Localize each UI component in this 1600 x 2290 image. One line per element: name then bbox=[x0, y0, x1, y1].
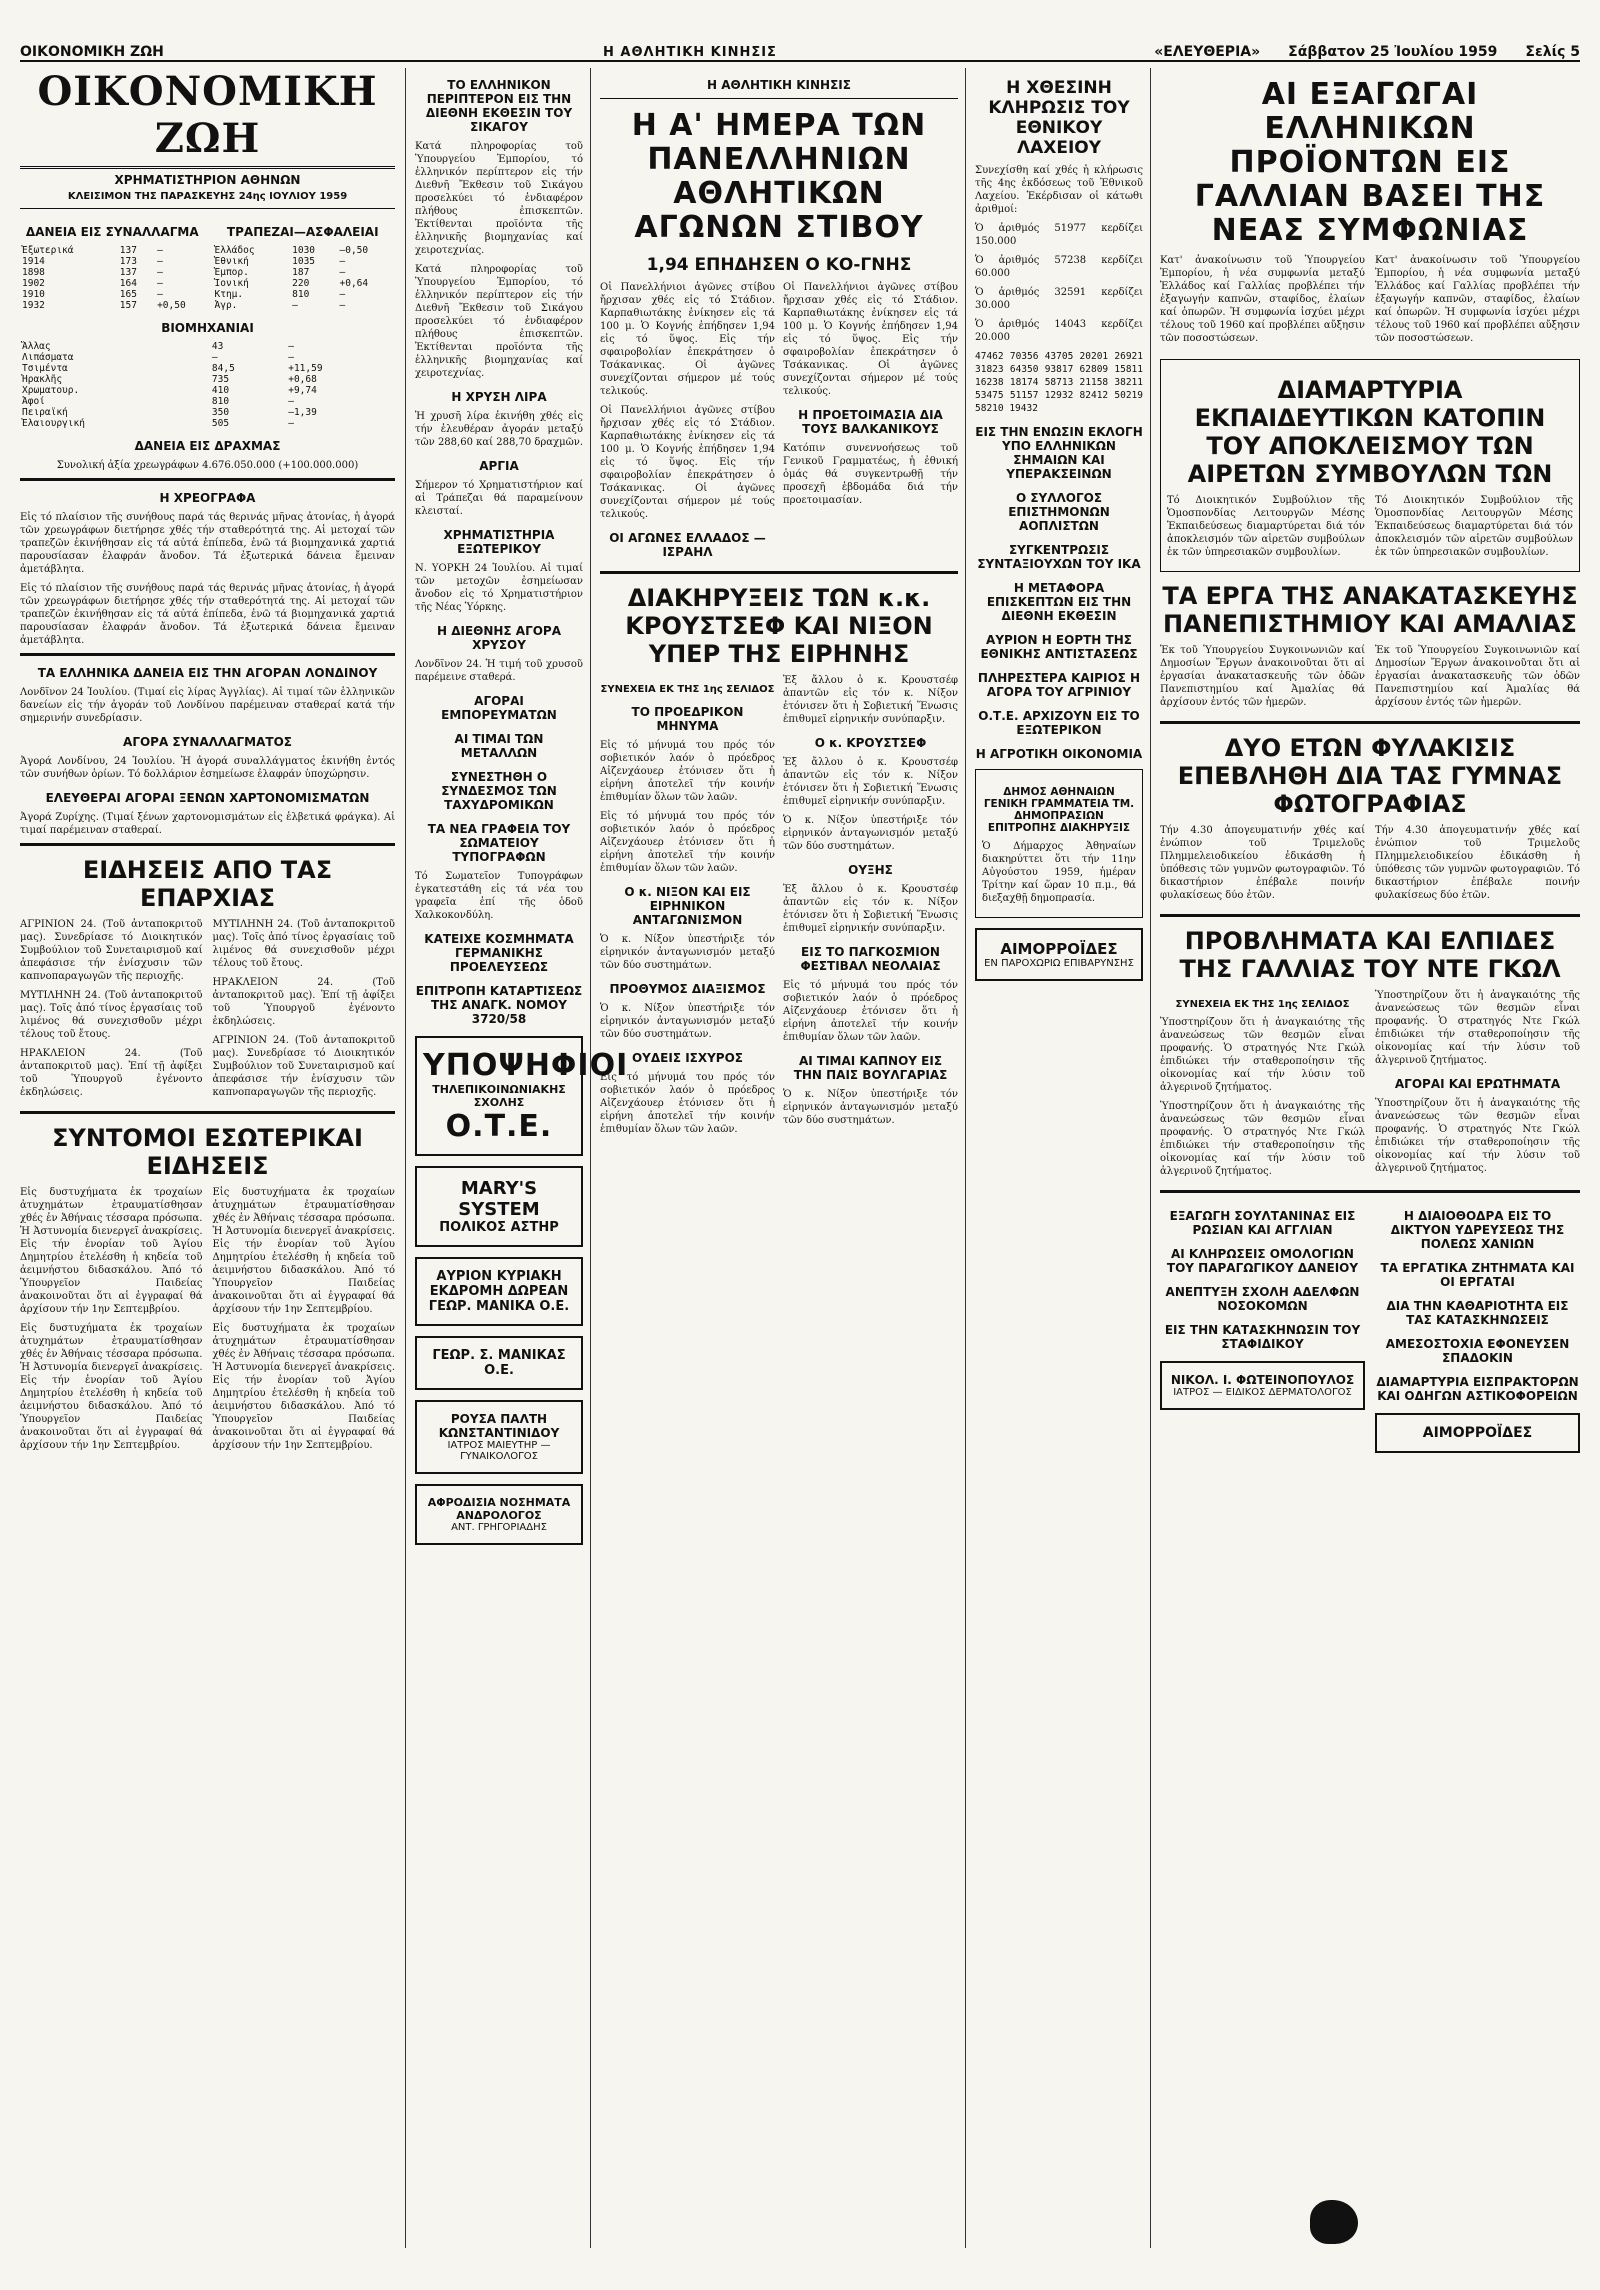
marys-ad-title: MARY'S SYSTEM bbox=[458, 1178, 540, 1220]
printers-heading: ΤΑ ΝΕΑ ΓΡΑΦΕΙΑ ΤΟΥ ΣΩΜΑΤΕΙΟΥ ΤΥΠΟΓΡΑΦΩΝ bbox=[427, 822, 571, 864]
labor-heading: ΤΑ ΕΡΓΑΤΙΚΑ ΖΗΤΗΜΑΤΑ ΚΑΙ ΟΙ ΕΡΓΑΤΑΙ bbox=[1380, 1261, 1575, 1289]
hemorrhoids-ad-title: ΑΙΜΟΡΡΟΪΔΕΣ bbox=[1000, 940, 1118, 958]
rates-table bbox=[20, 245, 395, 311]
column-rule bbox=[1150, 68, 1151, 2248]
nobody-strong-heading: ΟΥΔΕΙΣ ΙΣΧΥΡΟΣ bbox=[631, 1051, 743, 1065]
table-row bbox=[20, 352, 395, 363]
table-cell: Ἄλλας bbox=[22, 341, 51, 352]
table-cell: —1,39 bbox=[288, 407, 317, 418]
gaulle-text-3: Ὑποστηρίζουν ὅτι ἡ ἀναγκαιότης τῆς ἀνανεώσεως τῶν θεσμῶν εἶναι προφανής. Ὁ στρατηγός Ντε Γκώλ ἐπιδιώκει τήν σταθεροποίησιν τῆς οἰκονομίας καί τήν λύσιν τοῦ ἀλγερινοῦ ζητήματος. bbox=[1375, 990, 1580, 1066]
khrushchev-text: Ἐξ ἄλλου ὁ κ. Κρουστσέφ ἀπαντῶν εἰς τόν κ. Νίξον ἐτόνισεν ὅτι ἡ Σοβιετική Ἕνωσις ἐπιθυμεῖ εἰρηνικήν συνύπαρξιν. bbox=[783, 757, 958, 807]
banks-heading: ΤΡΑΠΕΖΑΙ—ΑΣΦΑΛΕΙΑΙ bbox=[226, 225, 379, 239]
ote-ad bbox=[415, 1036, 629, 1156]
works-text-2: Ἐκ τοῦ Ὑπουργείου Συγκοινωνιῶν καί Δημοσίων Ἔργων ἀνακοινοῦται ὅτι αἱ ἐργασίαι ἀνακατασκευῆς τῶν ὁδῶν Πανεπιστημίου καί Ἀμαλίας θά ἀρχίσουν ἐντός τῶν ἡμερῶν. bbox=[1375, 645, 1580, 708]
works-text: Ἐκ τοῦ Ὑπουργείου Συγκοινωνιῶν καί Δημοσίων Ἔργων ἀνακοινοῦται ὅτι αἱ ἐργασίαι ἀνακατασκευῆς τῶν ὁδῶν Πανεπιστημίου καί Ἀμαλίας θά ἀρχίσουν ἐντός τῶν ἡμερῶν. bbox=[1160, 645, 1365, 708]
lottery-prize: κερδίζει 30.000 bbox=[975, 287, 1143, 311]
table-cell: 137 bbox=[119, 267, 137, 278]
table-cell: Ἐξωτερικά bbox=[22, 245, 74, 256]
lottery-prize: κερδίζει 20.000 bbox=[975, 319, 1143, 343]
table-cell: 810 bbox=[292, 289, 310, 300]
algeria-text: Ὑποστηρίζουν ὅτι ἡ ἀναγκαιότης τῆς ἀνανεώσεως τῶν θεσμῶν εἶναι προφανής. Ὁ στρατηγός Ντε Γκώλ ἐπιδιώκει τήν σταθεροποίησιν τῆς οἰκονομίας καί τήν λύσιν τοῦ ἀλγερινοῦ ζητήματος. bbox=[1375, 1098, 1580, 1174]
table-row bbox=[20, 407, 395, 418]
gaulle-headline: ΠΡΟΒΛΗΜΑΤΑ ΚΑΙ ΕΛΠΙΔΕΣ ΤΗΣ ΓΑΛΛΙΑΣ ΤΟΥ ΝΤΕ ΓΚΩΛ bbox=[1179, 927, 1561, 983]
table-cell: 1910 bbox=[22, 289, 45, 300]
khrushchev-intro: Ἐξ ἄλλου ὁ κ. Κρουστσέφ ἀπαντῶν εἰς τόν κ. Νίξον ἐτόνισεν ὅτι ἡ Σοβιετική Ἕνωσις ἐπιθυμεῖ εἰρηνικήν συνύπαρξιν. bbox=[783, 675, 958, 725]
column-rule bbox=[590, 68, 591, 2248]
lottery-number: Ὁ ἀριθμός 14043 bbox=[975, 319, 1087, 330]
peace-headline: ΔΙΑΚΗΡΥΞΕΙΣ ΤΩΝ κ.κ. ΚΡΟΥΣΤΣΕΦ ΚΑΙ ΝΙΞΟΝ ΥΠΕΡ ΤΗΣ ΕΙΡΗΝΗΣ bbox=[625, 584, 933, 668]
table-cell: 173 bbox=[119, 256, 137, 267]
newspaper-page bbox=[20, 20, 1580, 2250]
table-cell: 1030 bbox=[292, 245, 316, 256]
manikas-ad-title: ΓΕΩΡ. Σ. ΜΑΝΙΚΑΣ Ο.Ε. bbox=[432, 1348, 566, 1378]
table-row bbox=[20, 289, 395, 300]
securities-text: Εἰς τό πλαίσιον τῆς συνήθους παρά τάς θερινάς μῆνας ἀτονίας, ἡ ἀγορά τῶν χρεωγράφων διετήρησε χθές τήν σταθερότητά της. Αἱ μετοχαί τῶν τραπεζῶν ἐκινήθησαν εἰς τά αὐτά ἐπίπεδα, ἐνῶ τά βιομηχανικά χαρτιά παρουσίασαν ἐλαφράν ἄνοδον. Τά ἐξωτερικά δάνεια ἔμειναν ἀμετάβλητα. bbox=[20, 512, 395, 575]
protest-text-2: Τό Διοικητικόν Συμβούλιον τῆς Ὁμοσπονδίας Λειτουργῶν Μέσης Ἐκπαιδεύσεως διαμαρτύρεται διά τόν ἀποκλεισμόν τῶν αἱρετῶν συμβούλων ἐκ τῶν ὑπηρεσιακῶν συμβουλίων. bbox=[1375, 495, 1573, 558]
masthead-right bbox=[980, 44, 1580, 60]
table-cell: 84,5 bbox=[211, 363, 235, 374]
exhibition-heading: ΕΙΣ ΤΗΝ ΕΝΩΣΙΝ ΕΚΛΟΓΗ ΥΠΟ ΕΛΛΗΝΙΚΩΝ ΣΗΜΑΙΩΝ ΚΑΙ ΥΠΕΡΑΚΣΕΙΝΩΝ bbox=[975, 425, 1143, 481]
andrologist-ad-sub: ΑΝΤ. ΓΡΗΓΟΡΙΑΔΗΣ bbox=[451, 1522, 547, 1533]
municipality-text: Ὁ Δήμαρχος Ἀθηναίων διακηρύττει ὅτι τήν 11ην Αὐγούστου 1959, ἡμέραν Τρίτην καί ὥραν 10 π.μ., θά διεξαχθῇ δημοπρασία. bbox=[982, 841, 1136, 904]
lottery-list bbox=[975, 222, 1143, 344]
table-cell: Ἐθνική bbox=[214, 256, 249, 267]
table-cell: Ἑλλάδος bbox=[214, 245, 255, 256]
table-cell: 157 bbox=[119, 300, 137, 311]
foreign-exchanges-text: Ν. ΥΟΡΚΗ 24 Ἰουλίου. Αἱ τιμαί τῶν μετοχῶν ἐσημείωσαν ἄνοδον εἰς τό Χρηματιστήριον τῆς Νέας Ὑόρκης. bbox=[415, 563, 583, 613]
table-cell: 1898 bbox=[22, 267, 45, 278]
table-cell: 137 bbox=[119, 245, 137, 256]
lottery-row bbox=[975, 254, 1143, 280]
table-row bbox=[20, 300, 395, 311]
disarm-text: Ὁ κ. Νίξον ὑπεστήριξε τόν εἰρηνικόν ἀνταγωνισμόν μεταξύ τῶν δύο συστημάτων. bbox=[600, 1003, 775, 1040]
table-cell: 1902 bbox=[22, 278, 45, 289]
dermatologist-ad-sub: ΙΑΤΡΟΣ — ΕΙΔΙΚΟΣ ΔΕΡΜΑΤΟΛΟΓΟΣ bbox=[1173, 1387, 1352, 1398]
sports-headline: Η Α' ΗΜΕΡΑ ΤΩΝ ΠΑΝΕΛΛΗΝΙΩΝ ΑΘΛΗΤΙΚΩΝ ΑΓΩΝΩΝ ΣΤΙΒΟΥ bbox=[631, 108, 927, 245]
bonds-heading: ΑΙ ΚΛΗΡΩΣΕΙΣ ΟΜΟΛΟΓΙΩΝ ΤΟΥ ΠΑΡΑΓΩΓΙΚΟΥ ΔΑΝΕΙΟΥ bbox=[1166, 1247, 1359, 1275]
provinces-heading: ΕΙΔΗΣΕΙΣ ΑΠΟ ΤΑΣ ΕΠΑΡΧΙΑΣ bbox=[82, 856, 333, 912]
issue-date: Σάββατον 25 Ἰουλίου 1959 bbox=[1288, 44, 1498, 60]
table-cell: Ἐλαιουργική bbox=[22, 418, 85, 429]
khrushchev-heading: Ο κ. ΚΡΟΥΣΤΣΕΦ bbox=[814, 736, 927, 750]
doctor-ad-sub: ΙΑΤΡΟΣ ΜΑΙΕΥΤΗΡ — ΓΥΝΑΙΚΟΛΟΓΟΣ bbox=[447, 1440, 551, 1462]
column-economy bbox=[20, 68, 395, 2248]
table-cell: 505 bbox=[211, 418, 230, 429]
table-cell: 735 bbox=[211, 374, 230, 385]
table-cell: — bbox=[157, 256, 163, 267]
doctor-ad bbox=[415, 1400, 583, 1474]
lottery-number: Ὁ ἀριθμός 32591 bbox=[975, 287, 1087, 298]
short-news-text: Εἰς δυστυχήματα ἐκ τροχαίων ἀτυχημάτων ἐτραυματίσθησαν χθές ἐν Ἀθήναις τέσσαρα πρόσωπα. Ἡ Ἀστυνομία διενεργεῖ ἀνακρίσεις. Εἰς τήν ἐνορίαν τοῦ Ἁγίου Δημητρίου ἐτελέσθη ἡ κηδεία τοῦ ἀειμνήστου διδασκάλου. Ἀπό τό Ὑπουργεῖον Παιδείας ἀνακοινοῦται ὅτι αἱ ἐγγραφαί θά ἀρχίσουν τήν 1ην Σεπτεμβρίου. bbox=[20, 1187, 203, 1315]
khrushchev-text-2: Ὁ κ. Νίξον ὑπεστήριξε τόν εἰρηνικόν ἀνταγωνισμόν μεταξύ τῶν δύο συστημάτων. bbox=[783, 815, 958, 852]
table-cell: —0,50 bbox=[339, 245, 369, 256]
table-cell: +0,50 bbox=[157, 300, 186, 311]
table-cell: — bbox=[157, 278, 163, 289]
protest-box bbox=[1160, 359, 1580, 572]
excursion-ad bbox=[415, 1257, 583, 1326]
gaulle-cont: ΣΥΝΕΧΕΙΑ ΕΚ ΤΗΣ 1ης ΣΕΛΙΔΟΣ bbox=[1175, 999, 1350, 1010]
mytilini-text-2: ΗΡΑΚΛΕΙΟΝ 24. (Τοῦ ἀνταποκριτοῦ μας). Ἐπί τῇ ἀφίξει τοῦ Ὑπουργοῦ ἐγένοντο ἐκδηλώσεις. bbox=[212, 977, 395, 1027]
chania-heading: Η ΔΙΑΙΟΘΟΔΡΑ ΕΙΣ ΤΟ ΔΙΚΤΥΟΝ ΥΔΡΕΥΣΕΩΣ ΤΗΣ ΠΟΛΕΩΣ ΧΑΝΙΩΝ bbox=[1390, 1209, 1565, 1251]
table-cell: +11,59 bbox=[288, 363, 323, 374]
marys-ad-sub: ΠΟΛΙΚΟΣ ΑΣΤΗΡ bbox=[439, 1220, 559, 1235]
mytilini-text: ΜΥΤΙΛΗΝΗ 24. (Τοῦ ἀνταποκριτοῦ μας). Τοῖς ἀπό τίνος ἐργασίαις τοῦ λιμένος θά συνεχισθοῦν μέχρι τέλους τοῦ ἔτους. bbox=[20, 990, 203, 1040]
postal-heading: ΣΥΝΕΣΤΗΘΗ Ο ΣΥΝΔΕΣΜΟΣ ΤΩΝ ΤΑΧΥΔΡΟΜΙΚΩΝ bbox=[441, 770, 557, 812]
securities-text-2: Εἰς τό πλαίσιον τῆς συνήθους παρά τάς θερινάς μῆνας ἀτονίας, ἡ ἀγορά τῶν χρεωγράφων διετήρησε χθές τήν σταθερότητά της. Αἱ μετοχαί τῶν τραπεζῶν ἐκινήθησαν εἰς τά αὐτά ἐπίπεδα, ἐνῶ τά βιομηχανικά χαρτιά παρουσίασαν ἐλαφράν ἄνοδον. Τά ἐξωτερικά δάνεια ἔμειναν ἀμετάβλητα. bbox=[20, 583, 395, 646]
lottery-number: Ὁ ἀριθμός 51977 bbox=[975, 223, 1087, 234]
ote-ad-big: Ο.Τ.Ε. bbox=[445, 1109, 553, 1144]
hemorrhoids-ad-sub: ΕΝ ΠΑΡΟΧΩΡΙΩ ΕΠΙΒΑΡΥΝΣΗΣ bbox=[984, 958, 1134, 969]
ink-blot bbox=[1310, 2200, 1358, 2244]
ote-abroad-heading: Ο.Τ.Ε. ΑΡΧΙΖΟΥΝ ΕΙΣ ΤΟ ΕΞΩΤΕΡΙΚΟΝ bbox=[978, 709, 1140, 737]
resistance-heading: ΑΥΡΙΟΝ Η ΕΟΡΤΗ ΤΗΣ ΕΘΝΙΚΗΣ ΑΝΤΙΣΤΑΣΕΩΣ bbox=[980, 633, 1138, 661]
peace-cont: ΣΥΝΕΧΕΙΑ ΕΚ ΤΗΣ 1ης ΣΕΛΙΔΟΣ bbox=[600, 684, 775, 695]
algeria-heading: ΑΓΟΡΑΙ ΚΑΙ ΕΡΩΤΗΜΑΤΑ bbox=[1394, 1077, 1561, 1091]
exports-text: Κατ' ἀνακοίνωσιν τοῦ Ὑπουργείου Ἐμπορίου, ἡ νέα συμφωνία μεταξύ Ἑλλάδος καί Γαλλίας προβλέπει τήν ἐξαγωγήν καπνῶν, σταφίδος, ἐλαίων καί ὀπωρῶν. Ἡ συμφωνία ἰσχύει μέχρι τέλους τοῦ 1960 καί προβλέπει αὔξησιν τῶν ποσοστώσεων. bbox=[1160, 255, 1365, 344]
short-news-heading: ΣΥΝΤΟΜΟΙ ΕΣΩΤΕΡΙΚΑΙ ΕΙΔΗΣΕΙΣ bbox=[52, 1124, 363, 1180]
balkan-text: Κατόπιν συνεννοήσεως τοῦ Γενικοῦ Γραμματέως, ἡ ἐθνική ὁμάς θά συγκεντρωθῇ τήν προσεχῆ ἑβδομάδα διά τήν προετοιμασίαν. bbox=[783, 443, 958, 506]
table-row bbox=[20, 385, 395, 396]
securities-heading: Η ΧΡΕΟΓΡΑΦΑ bbox=[159, 491, 256, 505]
table-cell: — bbox=[339, 289, 346, 300]
jail-text-2: Τήν 4.30 ἀπογευματινήν χθές καί ἐνώπιον τοῦ Τριμελοῦς Πλημμελειοδικείου ἐδικάσθη ἡ ὑπόθεσις τῶν γυμνῶν φωτογραφιῶν. Τό δικαστήριον ἐπέβαλε ποινήν φυλακίσεως δύο ἐτῶν. bbox=[1375, 825, 1580, 901]
holiday-heading: ΑΡΓΙΑ bbox=[479, 459, 519, 473]
ote-ad-title: ΥΠΟΨΗΦΙΟΙ bbox=[423, 1048, 629, 1083]
ote-ad-sub: ΤΗΛΕΠΙΚΟΙΝΩΝΙΑΚΗΣ ΣΧΟΛΗΣ bbox=[432, 1083, 566, 1109]
nurses-heading: ΑΝΕΠΤΥΞΗ ΣΧΟΛΗ ΑΔΕΛΦΩΝ ΝΟΣΟΚΟΜΩΝ bbox=[1165, 1285, 1360, 1313]
sultanas-heading: ΕΞΑΓΩΓΗ ΣΟΥΛΤΑΝΙΝΑΣ ΕΙΣ ΡΩΣΙΑΝ ΚΑΙ ΑΓΓΛΙΑΝ bbox=[1169, 1209, 1356, 1237]
table-cell: 43 bbox=[211, 341, 224, 352]
lottery-prize: κερδίζει 60.000 bbox=[975, 255, 1143, 279]
table-cell: — bbox=[211, 352, 218, 363]
oythe-heading: ΟΥΞΗΣ bbox=[848, 863, 893, 877]
message-text-2: Εἰς τό μήνυμά του πρός τόν σοβιετικόν λαόν ὁ πρόεδρος Αἰζενχάουερ ἐτόνισεν ὅτι ἡ εἰρήνη ἀποτελεῖ τήν κοινήν ἐπιθυμίαν ὅλων τῶν λαῶν. bbox=[600, 811, 775, 874]
protest-headline: ΔΙΑΜΑΡΤΥΡΙΑ ΕΚΠΑΙΔΕΥΤΙΚΩΝ ΚΑΤΟΠΙΝ ΤΟΥ ΑΠΟΚΛΕΙΣΜΟΥ ΤΩΝ ΑΙΡΕΤΩΝ ΣΥΜΒΟΥΛΩΝ ΤΩΝ bbox=[1187, 376, 1553, 488]
table-cell: 220 bbox=[292, 278, 310, 289]
dermatologist-ad-title: ΝΙΚΟΛ. Ι. ΦΩΤΕΙΝΟΠΟΥΛΟΣ bbox=[1170, 1373, 1355, 1387]
nixon-heading: Ο κ. ΝΙΞΟΝ ΚΑΙ ΕΙΣ ΕΙΡΗΝΙΚΟΝ ΑΝΤΑΓΩΝΙΣΜΟΝ bbox=[624, 885, 751, 927]
table-cell: +0,64 bbox=[339, 278, 369, 289]
cleanliness-heading: ΔΙΑ ΤΗΝ ΚΑΘΑΡΙΟΤΗΤΑ ΕΙΣ ΤΑΣ ΚΑΤΑΣΚΗΝΩΣΕΙΣ bbox=[1386, 1299, 1569, 1327]
agrinion-text: ΑΓΡΙΝΙΟΝ 24. (Τοῦ ἀνταποκριτοῦ μας). Συνεδρίασε τό Διοικητικόν Συμβούλιον τοῦ Συνεταιρισμοῦ καί ἀπεφάσισε τήν ἐνίσχυσιν τῶν καπνοπαραγωγῶν τῆς περιοχῆς. bbox=[20, 919, 203, 982]
transport-heading: Η ΜΕΤΑΦΟΡΑ ΕΠΙΣΚΕΠΤΩΝ ΕΙΣ ΤΗΝ ΔΙΕΘΝΗ ΕΚΘΕΣΙΝ bbox=[986, 581, 1132, 623]
table-cell: Ἐμπορ. bbox=[214, 267, 249, 278]
hemorrhoids-ad-2 bbox=[1375, 1413, 1580, 1453]
foreign-exchanges-heading: ΧΡΗΜΑΤΙΣΤΗΡΙΑ ΕΞΩΤΕΡΙΚΟΥ bbox=[443, 528, 555, 556]
industry-table bbox=[20, 341, 395, 429]
banknotes-heading: ΕΛΕΥΘΕΡΑΙ ΑΓΟΡΑΙ ΞΕΝΩΝ ΧΑΡΤΟΝΟΜΙΣΜΑΤΩΝ bbox=[45, 791, 370, 805]
table-cell: Ἰονική bbox=[214, 278, 249, 289]
masthead-center: Η ΑΘΛΗΤΙΚΗ ΚΙΝΗΣΙΣ bbox=[603, 45, 777, 60]
manikas-ad bbox=[415, 1336, 583, 1390]
jail-text: Τήν 4.30 ἀπογευματινήν χθές καί ἐνώπιον τοῦ Τριμελοῦς Πλημμελειοδικείου ἐδικάσθη ἡ ὑπόθεσις τῶν γυμνῶν φωτογραφιῶν. Τό δικαστήριον ἐπέβαλε ποινήν φυλακίσεως δύο ἐτῶν. bbox=[1160, 825, 1365, 901]
chicago-text-2: Κατά πληροφορίας τοῦ Ὑπουργείου Ἐμπορίου, τό ἑλληνικόν περίπτερον εἰς τήν Διεθνῆ Ἔκθεσιν τοῦ Σικάγου προσελκύει τό ἐνδιαφέρον πλήθους ἐπισκεπτῶν. Ἐκτίθενται προϊόντα τῆς ἑλληνικῆς βιομηχανίας καί χειροτεχνίας. bbox=[415, 264, 583, 379]
table-row bbox=[20, 396, 395, 407]
agrinion-text-2: ΜΥΤΙΛΗΝΗ 24. (Τοῦ ἀνταποκριτοῦ μας). Τοῖς ἀπό τίνος ἐργασίαις τοῦ λιμένος θά συνεχισθοῦν μέχρι τέλους τοῦ ἔτους. bbox=[212, 919, 395, 969]
table-cell: — bbox=[339, 300, 346, 311]
table-row bbox=[20, 418, 395, 429]
gold-pound-text: Ἡ χρυσῆ λίρα ἐκινήθη χθές εἰς τήν ἐλευθέραν ἀγοράν μεταξύ τῶν 288,60 καί 288,70 δραχμῶν. bbox=[415, 411, 584, 448]
excursion-ad-sub: ΓΕΩΡ. ΜΑΝΙΚΑ Ο.Ε. bbox=[428, 1299, 570, 1314]
table-row bbox=[20, 374, 395, 385]
table-row bbox=[20, 245, 395, 256]
jewels-heading: ΚΑΤΕΙΧΕ ΚΟΣΜΗΜΑΤΑ ΓΕΡΜΑΝΙΚΗΣ ΠΡΟΕΛΕΥΣΕΩΣ bbox=[424, 932, 574, 974]
table-cell: 810 bbox=[211, 396, 230, 407]
lottery-numbers: 47462 70356 43705 20201 26921 31823 64350 93817 62809 15811 16238 18174 58713 21158 38211 53475 51157 12932 82412 50219 58210 19432 bbox=[975, 351, 1143, 414]
table-cell: Κτημ. bbox=[214, 289, 244, 300]
high-jump-heading: 1,94 ΕΠΗΔΗΣΕΝ Ο ΚΟ-ΓΝΗΣ bbox=[646, 255, 912, 275]
table-cell: — bbox=[288, 418, 294, 429]
table-cell: Ἀγρ. bbox=[214, 300, 238, 311]
bulgaria-heading: ΑΙ ΤΙΜΑΙ ΚΑΠΝΟΥ ΕΙΣ ΤΗΝ ΠΑΙΣ ΒΟΥΛΓΑΡΙΑΣ bbox=[793, 1054, 948, 1082]
message-text: Εἰς τό μήνυμά του πρός τόν σοβιετικόν λαόν ὁ πρόεδρος Αἰζενχάουερ ἐτόνισεν ὅτι ἡ εἰρήνη ἀποτελεῖ τήν κοινήν ἐπιθυμίαν ὅλων τῶν λαῶν. bbox=[600, 740, 775, 803]
table-row bbox=[20, 267, 395, 278]
shooting-heading: ΑΜΕΣΟΣΤΟΧΙΑ ΕΦΟΝΕΥΣΕΝ ΣΠΑΔΟΚΙΝ bbox=[1385, 1337, 1570, 1365]
table-cell: — bbox=[339, 256, 346, 267]
message-heading: ΤΟ ΠΡΟΕΔΡΙΚΟΝ ΜΗΝΥΜΑ bbox=[631, 705, 744, 733]
camp-heading: ΕΙΣ ΤΗΝ ΚΑΤΑΣΚΗΝΩΣΙΝ ΤΟΥ ΣΤΑΦΙΔΙΚΟΥ bbox=[1164, 1323, 1361, 1351]
table-row bbox=[20, 256, 395, 267]
lottery-prize: κερδίζει 150.000 bbox=[975, 223, 1143, 247]
table-cell: Ἀφοί bbox=[22, 396, 45, 407]
table-cell: 164 bbox=[119, 278, 137, 289]
bulgaria-text: Ὁ κ. Νίξον ὑπεστήριξε τόν εἰρηνικόν ἀνταγωνισμόν μεταξύ τῶν δύο συστημάτων. bbox=[783, 1089, 958, 1126]
table-cell: +9,74 bbox=[288, 385, 317, 396]
table-cell: Ἡρακλῆς bbox=[22, 374, 63, 385]
table-cell: 1914 bbox=[22, 256, 45, 267]
table-cell: 165 bbox=[119, 289, 137, 300]
table-cell: — bbox=[157, 245, 163, 256]
masthead-left: ΟΙΚΟΝΟΜΙΚΗ ΖΩΗ bbox=[20, 44, 164, 60]
iraklion-text-2: ΑΓΡΙΝΙΟΝ 24. (Τοῦ ἀνταποκριτοῦ μας). Συνεδρίασε τό Διοικητικόν Συμβούλιον τοῦ Συνεταιρισμοῦ καί ἀπεφάσισε τήν ἐνίσχυσιν τῶν καπνοπαραγωγῶν τῆς περιοχῆς. bbox=[212, 1035, 395, 1098]
table-row bbox=[20, 341, 395, 352]
printers-text: Τό Σωματεῖον Τυπογράφων ἐγκατεστάθη εἰς τά νέα του γραφεῖα ἐπί τῆς ὁδοῦ Χαλκοκονδύλη. bbox=[415, 871, 583, 921]
table-cell: Τσιμέντα bbox=[22, 363, 68, 374]
agrinion-market-heading: ΠΛΗΡΕΣΤΕΡΑ ΚΑΙΡΙΟΣ Η ΑΓΟΡΑ ΤΟΥ ΑΓΡΙΝΙΟΥ bbox=[977, 671, 1141, 699]
banknotes-text: Ἀγορά Ζυρίχης. (Τιμαί ξένων χαρτονομισμάτων εἰς ἑλβετικά φράγκα). Αἱ τιμαί παρέμειναν σταθεραί. bbox=[20, 812, 395, 836]
table-row bbox=[20, 278, 395, 289]
table-cell: 410 bbox=[211, 385, 230, 396]
works-headline: ΤΑ ΕΡΓΑ ΤΗΣ ΑΝΑΚΑΤΑΣΚΕΥΗΣ ΠΑΝΕΠΙΣΤΗΜΙΟΥ ΚΑΙ ΑΜΑΛΙΑΣ bbox=[1162, 582, 1578, 638]
metals-heading: ΑΙ ΤΙΜΑΙ ΤΩΝ ΜΕΤΑΛΛΩΝ bbox=[454, 732, 544, 760]
economy-sub2: ΚΛΕΙΣΙΜΟΝ ΤΗΣ ΠΑΡΑΣΚΕΥΗΣ 24ης ΙΟΥΛΙΟΥ 1959 bbox=[67, 191, 348, 202]
holiday-text: Σήμερον τό Χρηματιστήριον καί αἱ Τράπεζαι θά παραμείνουν κλεισταί. bbox=[415, 480, 583, 517]
municipality-heading: ΔΗΜΟΣ ΑΘΗΝΑΙΩΝ ΓΕΝΙΚΗ ΓΡΑΜΜΑΤΕΙΑ ΤΜ. ΔΗΜΟΠΡΑΣΙΩΝ ΕΠΙΤΡΟΠΗΣ ΔΙΑΚΗΡΥΞΙΣ bbox=[983, 786, 1135, 834]
festival-heading: ΕΙΣ ΤΟ ΠΑΓΚΟΣΜΙΟΝ ΦΕΣΤΙΒΑΛ ΝΕΟΛΑΙΑΣ bbox=[800, 945, 941, 973]
games-text: Οἱ Πανελλήνιοι ἀγῶνες στίβου ἤρχισαν χθές εἰς τό Στάδιον. Καρπαθιωτάκης ἐνίκησεν εἰς τά 100 μ. Ὁ Κογνής ἐπήδησεν 1,94 εἰς τό ὕψος. Εἰς τήν σφαιροβολίαν ἐπεκράτησεν ὁ Τσάκανικας. Οἱ ἀγῶνες συνεχίζονται σήμερον μέ τούς τελικούς. bbox=[600, 282, 775, 397]
gold-market-text: Λονδῖνον 24. Ἡ τιμή τοῦ χρυσοῦ παρέμεινε σταθερά. bbox=[415, 659, 583, 683]
table-cell: 350 bbox=[211, 407, 230, 418]
gaulle-text: Ὑποστηρίζουν ὅτι ἡ ἀναγκαιότης τῆς ἀνανεώσεως τῶν θεσμῶν εἶναι προφανής. Ὁ στρατηγός Ντε Γκώλ ἐπιδιώκει τήν σταθεροποίησιν τῆς οἰκονομίας καί τήν λύσιν τοῦ ἀλγερινοῦ ζητήματος. bbox=[1160, 1017, 1365, 1093]
committee-heading: ΕΠΙΤΡΟΠΗ ΚΑΤΑΡΤΙΣΕΩΣ ΤΗΣ ΑΝΑΓΚ. ΝΟΜΟΥ 3720/58 bbox=[415, 984, 583, 1026]
table-cell: 187 bbox=[292, 267, 310, 278]
table-cell: — bbox=[157, 267, 163, 278]
hemorrhoids-ad bbox=[975, 928, 1143, 981]
gold-market-heading: Η ΔΙΕΘΝΗΣ ΑΓΟΡΑ ΧΡΥΣΟΥ bbox=[436, 624, 562, 652]
iraklion-text: ΗΡΑΚΛΕΙΟΝ 24. (Τοῦ ἀνταποκριτοῦ μας). Ἐπί τῇ ἀφίξει τοῦ Ὑπουργοῦ ἐγένοντο ἐκδηλώσεις. bbox=[20, 1048, 203, 1098]
column-rule bbox=[965, 68, 966, 2248]
gaulle-text-2: Ὑποστηρίζουν ὅτι ἡ ἀναγκαιότης τῆς ἀνανεώσεως τῶν θεσμῶν εἶναι προφανής. Ὁ στρατηγός Ντε Γκώλ ἐπιδιώκει τήν σταθεροποίησιν τῆς οἰκονομίας καί τήν λύσιν τοῦ ἀλγερινοῦ ζητήματος. bbox=[1160, 1101, 1365, 1177]
column-exports bbox=[1160, 68, 1580, 2248]
column-markets bbox=[415, 68, 629, 2248]
oythe-text: Ἐξ ἄλλου ὁ κ. Κρουστσέφ ἀπαντῶν εἰς τόν κ. Νίξον ἐτόνισεν ὅτι ἡ Σοβιετική Ἕνωσις ἐπιθυμεῖ εἰρηνικήν συνύπαρξιν. bbox=[783, 884, 958, 934]
table-cell: 1932 bbox=[22, 300, 45, 311]
table-cell: — bbox=[288, 341, 294, 352]
table-cell: — bbox=[288, 352, 294, 363]
chicago-text: Κατά πληροφορίας τοῦ Ὑπουργείου Ἐμπορίου, τό ἑλληνικόν περίπτερον εἰς τήν Διεθνῆ Ἔκθεσιν τοῦ Σικάγου προσελκύει τό ἐνδιαφέρον πλήθους ἐπισκεπτῶν. Ἐκτίθενται προϊόντα τῆς ἑλληνικῆς βιομηχανίας καί χειροτεχνίας. bbox=[415, 141, 583, 256]
exports-text-2: Κατ' ἀνακοίνωσιν τοῦ Ὑπουργείου Ἐμπορίου, ἡ νέα συμφωνία μεταξύ Ἑλλάδος καί Γαλλίας προβλέπει τήν ἐξαγωγήν καπνῶν, σταφίδος, ἐλαίων καί ὀπωρῶν. Ἡ συμφωνία ἰσχύει μέχρι τέλους τοῦ 1960 καί προβλέπει αὔξησιν τῶν ποσοστώσεων. bbox=[1375, 255, 1580, 344]
short-news-text-4: Εἰς δυστυχήματα ἐκ τροχαίων ἀτυχημάτων ἐτραυματίσθησαν χθές ἐν Ἀθήναις τέσσαρα πρόσωπα. Ἡ Ἀστυνομία διενεργεῖ ἀνακρίσεις. Εἰς τήν ἐνορίαν τοῦ Ἁγίου Δημητρίου ἐτελέσθη ἡ κηδεία τοῦ ἀειμνήστου διδασκάλου. Ἀπό τό Ὑπουργεῖον Παιδείας ἀνακοινοῦται ὅτι αἱ ἐγγραφαί θά ἀρχίσουν τήν 1ην Σεπτεμβρίου. bbox=[212, 1323, 395, 1451]
festival-text: Εἰς τό μήνυμά του πρός τόν σοβιετικόν λαόν ὁ πρόεδρος Αἰζενχάουερ ἐτόνισεν ὅτι ἡ εἰρήνη ἀποτελεῖ τήν κοινήν ἐπιθυμίαν ὅλων τῶν λαῶν. bbox=[783, 980, 958, 1043]
industry-heading: ΒΙΟΜΗΧΑΝΙΑΙ bbox=[161, 321, 254, 335]
economy-sub: ΧΡΗΜΑΤΙΣΤΗΡΙΟΝ ΑΘΗΝΩΝ bbox=[114, 173, 301, 187]
short-news-text-3: Εἰς δυστυχήματα ἐκ τροχαίων ἀτυχημάτων ἐτραυματίσθησαν χθές ἐν Ἀθήναις τέσσαρα πρόσωπα. Ἡ Ἀστυνομία διενεργεῖ ἀνακρίσεις. Εἰς τήν ἐνορίαν τοῦ Ἁγίου Δημητρίου ἐτελέσθη ἡ κηδεία τοῦ ἀειμνήστου διδασκάλου. Ἀπό τό Ὑπουργεῖον Παιδείας ἀνακοινοῦται ὅτι αἱ ἐγγραφαί θά ἀρχίσουν τήν 1ην Σεπτεμβρίου. bbox=[20, 1323, 203, 1451]
disarm-heading: ΠΡΟΘΥΜΟΣ ΔΙΑΞΙΣΜΟΣ bbox=[609, 982, 766, 996]
games-text-3: Οἱ Πανελλήνιοι ἀγῶνες στίβου ἤρχισαν χθές εἰς τό Στάδιον. Καρπαθιωτάκης ἐνίκησεν εἰς τά 100 μ. Ὁ Κογνής ἐπήδησεν 1,94 εἰς τό ὕψος. Εἰς τήν σφαιροβολίαν ἐπεκράτησεν ὁ Τσάκανικας. Οἱ ἀγῶνες συνεχίζονται σήμερον μέ τούς τελικούς. bbox=[783, 282, 958, 397]
commodities-heading: ΑΓΟΡΑΙ ΕΜΠΟΡΕΥΜΑΤΩΝ bbox=[441, 694, 557, 722]
andrologist-ad-title: ΑΦΡΟΔΙΣΙΑ ΝΟΣΗΜΑΤΑ ΑΝΔΡΟΛΟΓΟΣ bbox=[427, 1496, 571, 1522]
exports-headline: ΑΙ ΕΞΑΓΩΓΑΙ ΕΛΛΗΝΙΚΩΝ ΠΡΟΪΟΝΤΩΝ ΕΙΣ ΓΑΛΛΙΑΝ ΒΑΣΕΙ ΤΗΣ ΝΕΑΣ ΣΥΜΦΩΝΙΑΣ bbox=[1194, 77, 1546, 248]
table-cell: +0,68 bbox=[288, 374, 317, 385]
nobody-strong-text: Εἰς τό μήνυμά του πρός τόν σοβιετικόν λαόν ὁ πρόεδρος Αἰζενχάουερ ἐτόνισεν ὅτι ἡ εἰρήνη ἀποτελεῖ τήν κοινήν ἐπιθυμίαν ὅλων τῶν λαῶν. bbox=[600, 1072, 775, 1135]
doctor-ad-title: ΡΟΥΣΑ ΠΑΛΤΗ ΚΩΝΣΤΑΝΤΙΝΙΔΟΥ bbox=[438, 1412, 560, 1440]
economy-logo: ΟΙΚΟΝΟΜΙΚΗ ΖΩΗ bbox=[20, 68, 395, 169]
lottery-text: Συνεχίσθη καί χθές ἡ κλήρωσις τῆς 4ης ἐκδόσεως τοῦ Ἐθνικοῦ Λαχείου. Ἐκέρδισαν οἱ κάτωθι ἀριθμοί: bbox=[975, 165, 1143, 215]
greece-israel-heading: ΟΙ ΑΓΩΝΕΣ ΕΛΛΑΔΟΣ — ΙΣΡΑΗΛ bbox=[609, 531, 766, 559]
table-cell: Πειραϊκή bbox=[22, 407, 68, 418]
total-value: Συνολική ἀξία χρεωγράφων 4.676.050.000 (+100.000.000) bbox=[56, 460, 359, 471]
protest-text: Τό Διοικητικόν Συμβούλιον τῆς Ὁμοσπονδίας Λειτουργῶν Μέσης Ἐκπαιδεύσεως διαμαρτύρεται διά τόν ἀποκλεισμόν τῶν αἱρετῶν συμβούλων ἐκ τῶν ὑπηρεσιακῶν συμβουλίων. bbox=[1167, 495, 1365, 558]
games-text-2: Οἱ Πανελλήνιοι ἀγῶνες στίβου ἤρχισαν χθές εἰς τό Στάδιον. Καρπαθιωτάκης ἐνίκησεν εἰς τά 100 μ. Ὁ Κογνής ἐπήδησεν 1,94 εἰς τό ὕψος. Εἰς τήν σφαιροβολίαν ἐπεκράτησεν ὁ Τσάκανικας. Οἱ ἀγῶνες συνεχίζονται σήμερον μέ τούς τελικούς. bbox=[600, 405, 775, 520]
table-cell: 1035 bbox=[292, 256, 316, 267]
conductors-heading: ΔΙΑΜΑΡΤΥΡΙΑ ΕΙΣΠΡΑΚΤΟΡΩΝ ΚΑΙ ΟΔΗΓΩΝ ΑΣΤΙΚΟΦΟΡΕΙΩΝ bbox=[1376, 1375, 1579, 1403]
hemorrhoids-ad-2-title: ΑΙΜΟΡΡΟΪΔΕΣ bbox=[1422, 1425, 1533, 1441]
exchange-text: Ἀγορά Λονδίνου, 24 Ἰουλίου. Ἡ ἀγορά συναλλάγματος ἐκινήθη ἐντός τῶν συνήθων ὁρίων. Τό δολλάριον ἐσημείωσε ἐλαφράν ὑποχώρησιν. bbox=[20, 756, 395, 780]
table-cell: — bbox=[339, 267, 346, 278]
table-cell: Χρωματουρ. bbox=[22, 385, 80, 396]
dermatologist-ad bbox=[1160, 1361, 1365, 1410]
lottery-row bbox=[975, 318, 1143, 344]
table-cell: Λιπάσματα bbox=[22, 352, 74, 363]
municipality-notice bbox=[975, 769, 1143, 918]
marys-ad bbox=[415, 1166, 583, 1247]
nixon-text: Ὁ κ. Νίξον ὑπεστήριξε τόν εἰρηνικόν ἀνταγωνισμόν μεταξύ τῶν δύο συστημάτων. bbox=[600, 934, 775, 971]
lottery-number: Ὁ ἀριθμός 57238 bbox=[975, 255, 1087, 266]
column-rule bbox=[405, 68, 406, 2248]
exchange-heading: ΑΓΟΡΑ ΣΥΝΑΛΛΑΓΜΑΤΟΣ bbox=[123, 735, 292, 749]
scientists-heading: Ο ΣΥΛΛΟΓΟΣ ΕΠΙΣΤΗΜΟΝΩΝ ΑΟΠΛΙΣΤΩΝ bbox=[1008, 491, 1110, 533]
short-news-text-2: Εἰς δυστυχήματα ἐκ τροχαίων ἀτυχημάτων ἐτραυματίσθησαν χθές ἐν Ἀθήναις τέσσαρα πρόσωπα. Ἡ Ἀστυνομία διενεργεῖ ἀνακρίσεις. Εἰς τήν ἐνορίαν τοῦ Ἁγίου Δημητρίου ἐτελέσθη ἡ κηδεία τοῦ ἀειμνήστου διδασκάλου. Ἀπό τό Ὑπουργεῖον Παιδείας ἀνακοινοῦται ὅτι αἱ ἐγγραφαί θά ἀρχίσουν τήν 1ην Σεπτεμβρίου. bbox=[212, 1187, 395, 1315]
pensioners-heading: ΣΥΓΚΕΝΤΡΩΣΙΣ ΣΥΝΤΑΞΙΟΥΧΩΝ ΤΟΥ ΙΚΑ bbox=[977, 543, 1141, 571]
column-sports bbox=[600, 68, 958, 2248]
column-lottery bbox=[975, 68, 1143, 2248]
rates-heading: ΔΑΝΕΙΑ ΕΙΣ ΣΥΝΑΛΛΑΓΜΑ bbox=[25, 225, 199, 239]
london-text: Λονδῖνον 24 Ἰουλίου. (Τιμαί εἰς λίρας Ἀγγλίας). Αἱ τιμαί τῶν ἑλληνικῶν δανείων εἰς τήν ἀγοράν τοῦ Λονδίνου παρέμειναν σταθεραί κατά τήν σημερινήν συνεδρίασιν. bbox=[20, 687, 395, 724]
andrologist-ad bbox=[415, 1484, 583, 1545]
london-heading: ΤΑ ΕΛΛΗΝΙΚΑ ΔΑΝΕΙΑ ΕΙΣ ΤΗΝ ΑΓΟΡΑΝ ΛΟΝΔΙΝΟΥ bbox=[37, 666, 378, 680]
balkan-heading: Η ΠΡΟΕΤΟΙΜΑΣΙΑ ΔΙΑ ΤΟΥΣ ΒΑΛΚΑΝΙΚΟΥΣ bbox=[798, 408, 943, 436]
table-row bbox=[20, 363, 395, 374]
drachma-heading: ΔΑΝΕΙΑ ΕΙΣ ΔΡΑΧΜΑΣ bbox=[134, 439, 281, 453]
lottery-row bbox=[975, 286, 1143, 312]
jail-headline: ΔΥΟ ΕΤΩΝ ΦΥΛΑΚΙΣΙΣ ΕΠΕΒΛΗΘΗ ΔΙΑ ΤΑΣ ΓΥΜΝΑΣ ΦΩΤΟΓΡΑΦΙΑΣ bbox=[1177, 734, 1563, 818]
table-cell: — bbox=[157, 289, 163, 300]
gold-pound-heading: Η ΧΡΥΣΗ ΛΙΡΑ bbox=[451, 390, 547, 404]
sports-section: Η ΑΘΛΗΤΙΚΗ ΚΙΝΗΣΙΣ bbox=[707, 78, 851, 92]
chicago-heading: ΤΟ ΕΛΛΗΝΙΚΟΝ ΠΕΡΙΠΤΕΡΟΝ ΕΙΣ ΤΗΝ ΔΙΕΘΝΗ ΕΚΘΕΣΙΝ ΤΟΥ ΣΙΚΑΓΟΥ bbox=[425, 78, 573, 134]
agri-economy-heading: Η ΑΓΡΟΤΙΚΗ ΟΙΚΟΝΟΜΙΑ bbox=[975, 747, 1143, 761]
page-number: Σελίς 5 bbox=[1525, 44, 1580, 60]
table-cell: — bbox=[292, 300, 298, 311]
table-cell: — bbox=[288, 396, 294, 407]
paper-name: «ΕΛΕΥΘΕΡΙΑ» bbox=[1154, 44, 1261, 60]
masthead bbox=[20, 20, 1580, 62]
lottery-row bbox=[975, 222, 1143, 248]
excursion-ad-title: ΑΥΡΙΟΝ ΚΥΡΙΑΚΗ ΕΚΔΡΟΜΗ ΔΩΡΕΑΝ bbox=[429, 1269, 569, 1299]
lottery-headline: Η ΧΘΕΣΙΝΗ ΚΛΗΡΩΣΙΣ ΤΟΥ ΕΘΝΙΚΟΥ ΛΑΧΕΙΟΥ bbox=[988, 78, 1130, 158]
